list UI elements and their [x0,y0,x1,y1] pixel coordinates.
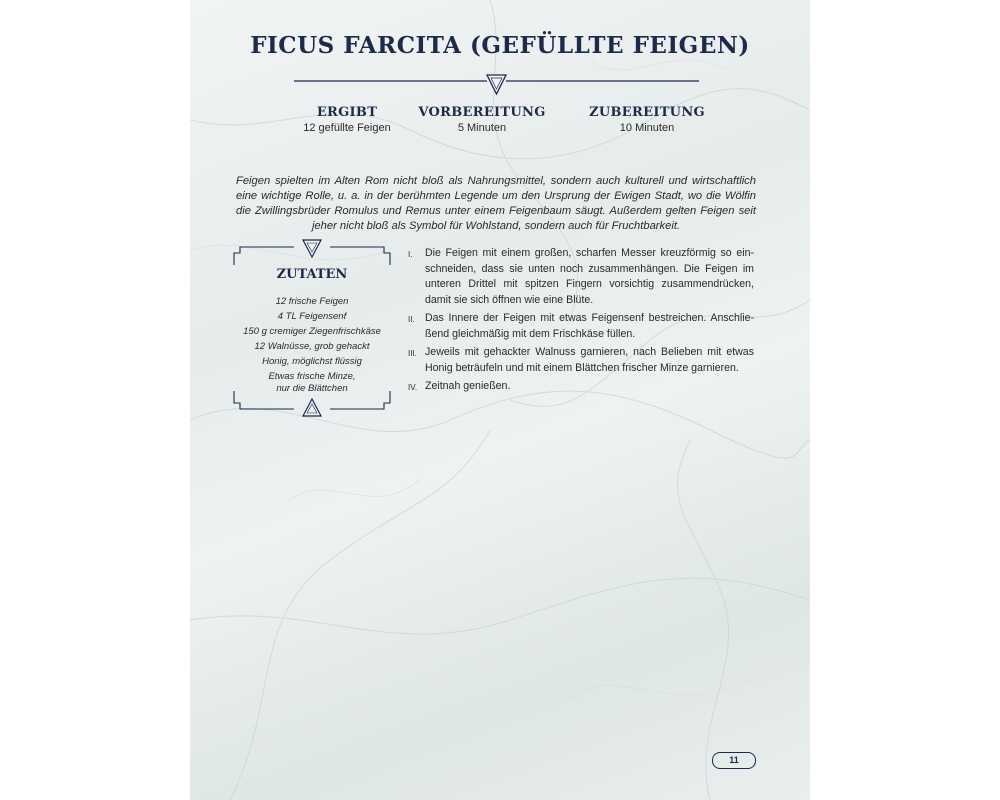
step-text: Das Innere der Feigen mit etwas Feigensenf bestreichen. Anschlie-ßend gleichmäßig mit dem Frischkäse füllen. [425,312,754,340]
step-text: Zeitnah genießen. [425,380,511,392]
step-number: I. [408,250,413,259]
ingredient-item: 150 g cremiger Ziegenfrischkäse [243,326,381,337]
stat-value: 10 Minuten [619,122,675,134]
intro-text: Feigen spielten im Alten Rom nicht bloß als Nahrungsmittel, sondern auch kulturell und wirtschaftlich eine wichtige Rolle, u. a. in der berühmten Legende um den Ursprung der Ewigen Stadt, wo die Wölfin die Zwillingsbrüder Romulus und Remus unter einem Feigenbaum säugt. Außerdem gelten Feigen seit jeher nicht bloß als Symbol für Wohlstand, sondern auch für Fruchtbarkeit. [236,175,756,233]
ingredient-item: Honig, möglichst flüssig [262,356,362,367]
step-number: II. [408,315,415,324]
stat-label: ERGIBT [316,105,378,120]
stat-label: VORBEREITUNG [418,105,546,120]
ingredient-item: 4 TL Feigensenf [277,311,347,322]
title-divider [294,72,699,98]
stat-value: 5 Minuten [457,122,507,134]
stat-cook [567,105,727,134]
instruction-steps [408,246,754,398]
step-item [408,311,754,342]
step-text: Jeweils mit gehackter Walnuss garnieren, nach Belieben mit etwas Honig beträufeln und mit einem Blättchen frischer Minze garnieren. [425,346,754,374]
diamond-ornament-icon [303,399,321,416]
page-number: 11 [712,752,756,769]
diamond-ornament-icon [303,240,321,257]
stat-prep [402,105,562,134]
diamond-ornament-icon [487,75,506,94]
ingredient-item: 12 Walnüsse, grob gehackt [254,341,370,352]
step-item [408,246,754,308]
ingredient-item: Etwas frische Minze, nur die Blättchen [268,371,356,394]
step-item [408,345,754,376]
stat-value: 12 gefüllte Feigen [303,122,391,134]
ingredients-heading: ZUTATEN [276,267,348,282]
ingredient-item: 12 frische Feigen [275,296,349,307]
step-number: IV. [408,383,418,392]
step-text: Die Feigen mit einem großen, scharfen Messer kreuzförmig so ein-schneiden, dass sie unten noch zusammenhängen. Die Feigen im unteren Drittel mit spitzen Fingern vorsichtig zusammendrücken, damit sie sich öffnen wie eine Blüte. [425,247,754,306]
step-item [408,379,754,395]
stat-label: ZUBEREITUNG [589,105,705,120]
recipe-page [190,0,810,800]
ingredients-list [232,296,392,398]
step-number: III. [408,349,417,358]
recipe-title: FICUS FARCITA (GEFÜLLTE FEIGEN) [250,32,750,59]
